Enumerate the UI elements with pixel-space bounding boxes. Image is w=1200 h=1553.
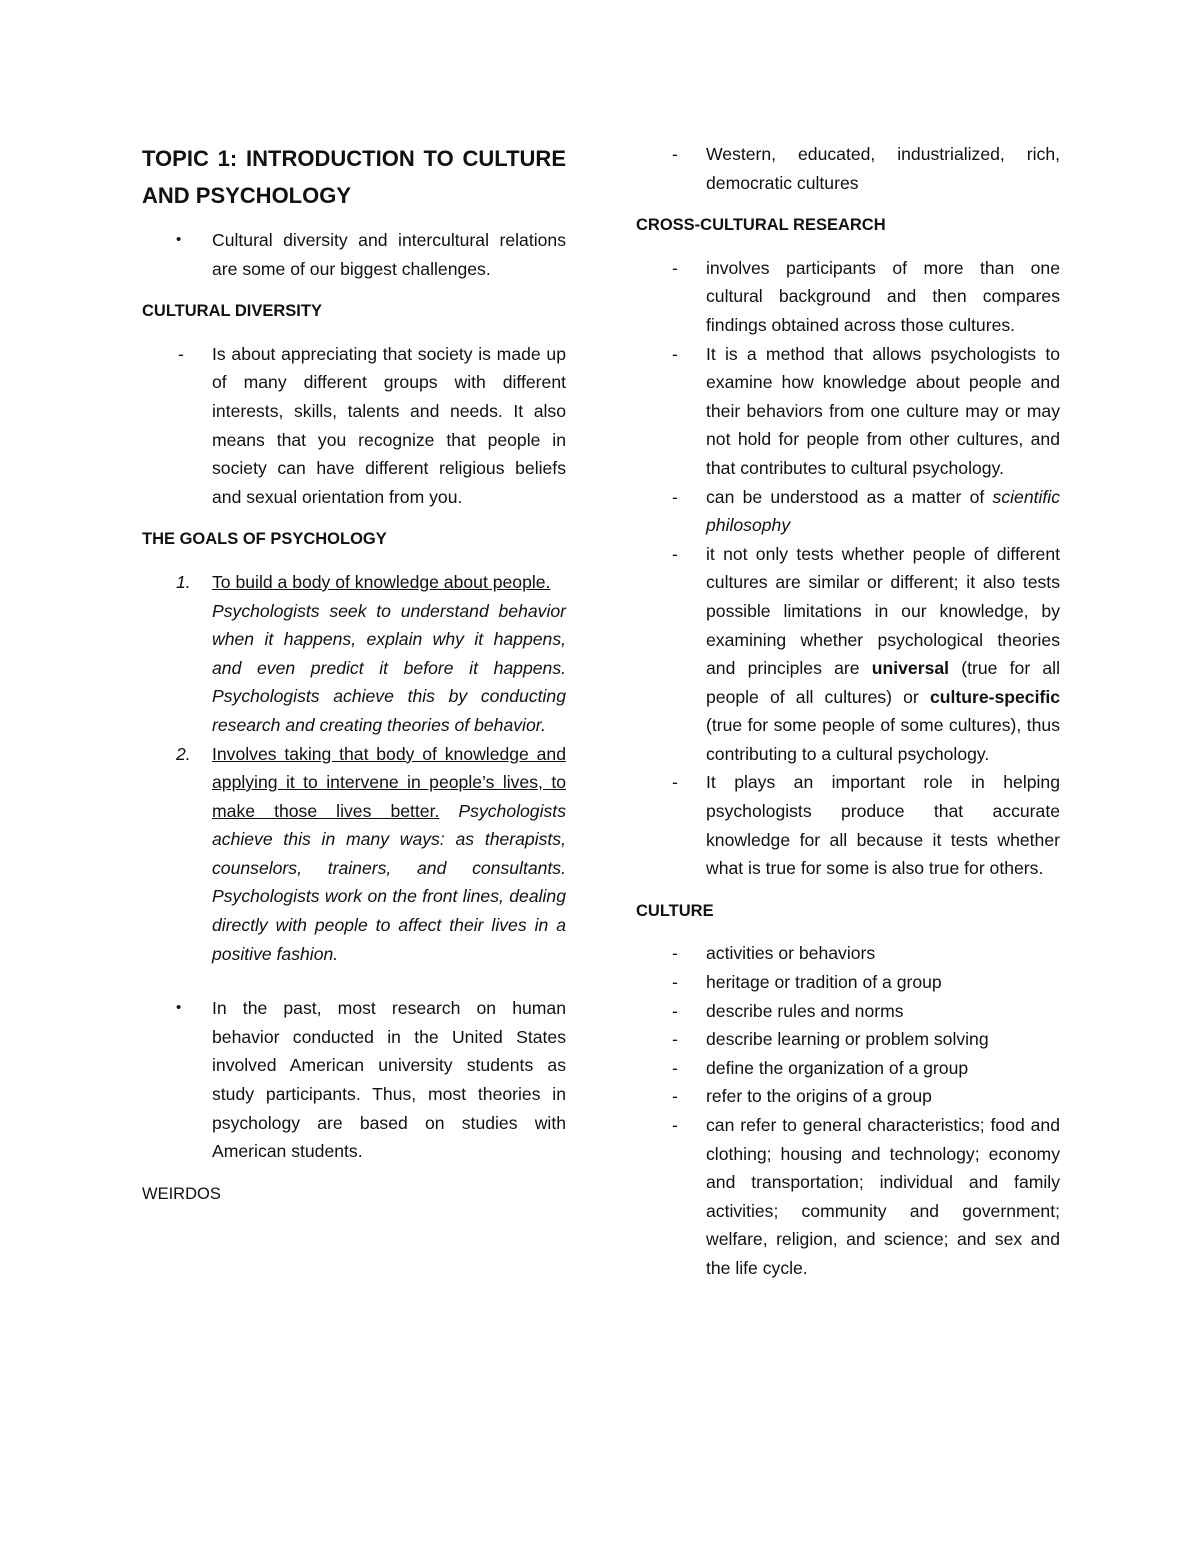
- culture-item-4: [636, 1025, 1060, 1054]
- culture-item-3: [636, 997, 1060, 1026]
- culture-text-5: define the organization of a group: [706, 1057, 969, 1078]
- cross-cultural-text-1: involves participants of more than one cultural background and then compares findings obtained across those cultures.: [706, 257, 1060, 335]
- cultural-diversity-item: [142, 340, 566, 512]
- culture-item-5: [636, 1054, 1060, 1083]
- right-column: [636, 140, 1060, 1283]
- goal-desc-2: Psychologists achieve this in many ways: as therapists, counselors, trainers, and consultants. Psychologists work on the front lines, dealing directly with people to affect their lives in a positive fashion.: [212, 800, 566, 964]
- dash-marker: -: [672, 1115, 678, 1135]
- cross-cultural-item-2: [636, 340, 1060, 483]
- cultural-diversity-text: Is about appreciating that society is made up of many different groups with different interests, skills, talents and needs. It also means that you recognize that people in society can have different religious beliefs and sexual orientation from you.: [212, 343, 566, 507]
- dash-marker: -: [672, 144, 678, 164]
- cross-cultural-text-4a: it not only tests whether people of different cultures are similar or different; it also tests possible limitations in our knowledge, by examining whether psychological theories and principles are: [706, 543, 1060, 679]
- section-heading-weirdos: WEIRDOS: [142, 1184, 221, 1203]
- goal-item-1: [142, 568, 566, 740]
- page-title: TOPIC 1: INTRODUCTION TO CULTURE AND PSYCHOLOGY: [142, 146, 566, 208]
- dash-marker: -: [672, 257, 678, 278]
- intro-bullet-text: Cultural diversity and intercultural relations are some of our biggest challenges.: [212, 230, 566, 279]
- section-heading-goals: THE GOALS OF PSYCHOLOGY: [142, 530, 387, 549]
- bullet-icon: •: [176, 231, 182, 248]
- culture-item-7: [636, 1111, 1060, 1283]
- culture-text-3: describe rules and norms: [706, 1000, 904, 1021]
- section-heading-cross-cultural: CROSS-CULTURAL RESEARCH: [636, 216, 886, 235]
- dash-marker: -: [672, 343, 678, 364]
- cross-cultural-item-3: [636, 483, 1060, 540]
- cross-cultural-item-1: [636, 254, 1060, 340]
- goal-desc-1: Psychologists seek to understand behavior when it happens, explain why it happens, and even predict it before it happens. Psychologists achieve this by conducting research and creating theories of behavior.: [212, 600, 566, 735]
- dash-marker: -: [672, 1057, 678, 1078]
- weirdos-text: Western, educated, industrialized, rich, democratic cultures: [706, 144, 1060, 193]
- cross-cultural-item-4: [636, 540, 1060, 769]
- left-column: [142, 140, 566, 1222]
- dash-marker: -: [672, 1086, 678, 1107]
- cross-cultural-text-5: It plays an important role in helping psychologists produce that accurate knowledge for all because it tests whether what is true for some is also true for others.: [706, 772, 1060, 879]
- cross-cultural-text-4b: (true for all people of all cultures) or: [706, 658, 1060, 707]
- goal-number-2: 2.: [176, 743, 191, 764]
- cross-cultural-text-3a: can be understood as a matter of: [706, 486, 985, 507]
- cross-cultural-text-3b: scientific philosophy: [706, 486, 1061, 536]
- section-heading-culture: CULTURE: [636, 901, 714, 920]
- culture-item-1: [636, 939, 1060, 968]
- goal-item-2: [142, 740, 566, 969]
- culture-item-6: [636, 1082, 1060, 1111]
- dash-marker: -: [672, 1029, 678, 1050]
- culture-item-2: [636, 968, 1060, 997]
- bullet-icon: •: [176, 999, 182, 1017]
- goal-title-2: Involves taking that body of knowledge and applying it to intervene in people’s lives, to make those lives better.: [212, 743, 566, 821]
- past-research-text: In the past, most research on human behavior conducted in the United States involved American university students as study participants. Thus, most theories in psychology are based on studies with American students.: [212, 998, 566, 1162]
- goal-title-1: To build a body of knowledge about people.: [212, 571, 551, 592]
- dash-marker: -: [178, 343, 184, 364]
- culture-text-7: can refer to general characteristics; food and clothing; housing and technology; economy and transportation; individual and family activities; community and government; welfare, religion, and science; and sex and the life cycle.: [706, 1115, 1060, 1278]
- weirdos-item: [636, 140, 1060, 197]
- culture-text-4: describe learning or problem solving: [706, 1029, 989, 1050]
- term-universal: universal: [871, 658, 950, 679]
- dash-marker: -: [672, 772, 678, 793]
- past-research-bullet-item: [142, 994, 566, 1166]
- intro-bullet-item: [142, 226, 566, 283]
- cross-cultural-item-5: [636, 768, 1060, 882]
- term-culture-specific: culture-specific: [929, 686, 1060, 707]
- culture-text-1: activities or behaviors: [706, 943, 876, 964]
- dash-marker: -: [672, 972, 678, 993]
- cross-cultural-text-4c: (true for some people of some cultures), thus contributing to a cultural psychology.: [706, 715, 1060, 764]
- dash-marker: -: [672, 943, 678, 964]
- section-heading-cultural-diversity: CULTURAL DIVERSITY: [142, 302, 322, 321]
- cross-cultural-text-2: It is a method that allows psychologists to examine how knowledge about people and their behaviors from one culture may or may not hold for people from other cultures, and that contributes to cultural psychology.: [706, 343, 1060, 478]
- culture-text-6: refer to the origins of a group: [706, 1086, 932, 1107]
- dash-marker: -: [672, 486, 678, 507]
- dash-marker: -: [672, 1000, 678, 1021]
- goal-number-1: 1.: [176, 571, 191, 592]
- dash-marker: -: [672, 543, 678, 564]
- culture-text-2: heritage or tradition of a group: [706, 972, 942, 993]
